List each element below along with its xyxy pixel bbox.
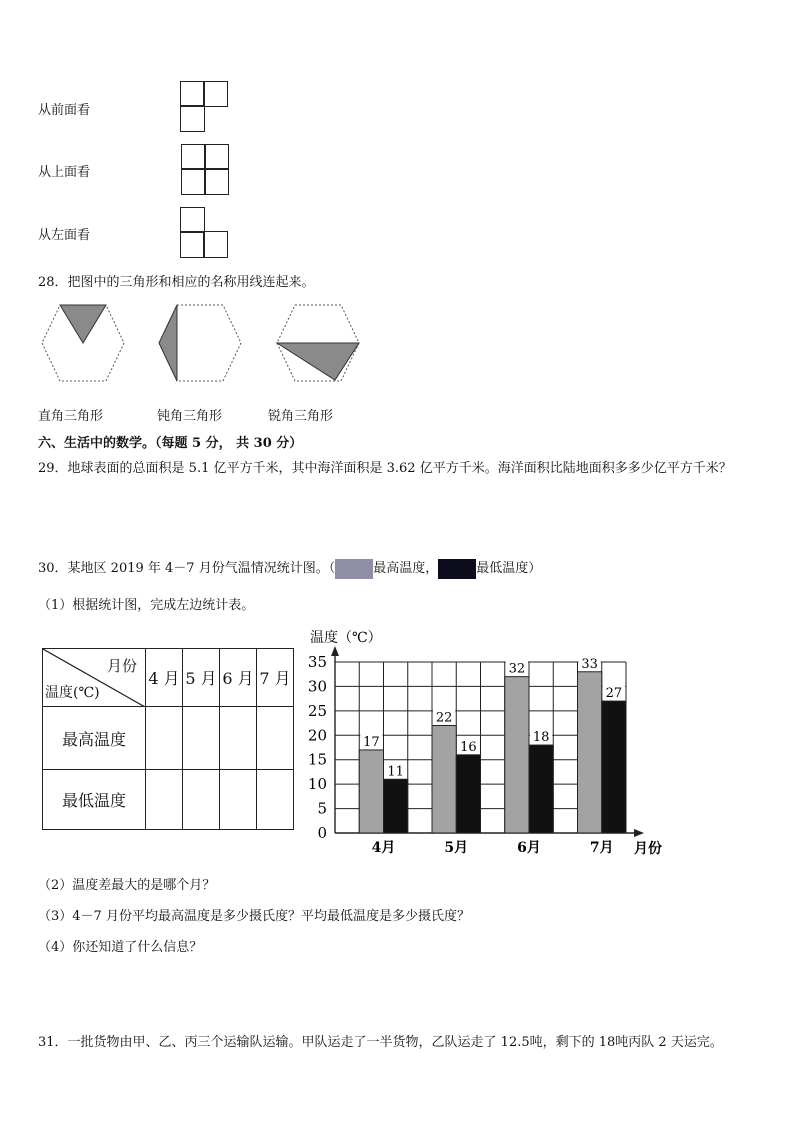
- q31-text: 31．一批货物由甲、乙、丙三个运输队运输。甲队运走了一半货物，乙队运走了 12.5吨，剩下的 18吨丙队 2 天运完。: [38, 1035, 723, 1050]
- q28-text: 28．把图中的三角形和相应的名称用线连起来。: [38, 275, 315, 290]
- x-axis-arrow: [634, 829, 644, 837]
- section-6-heading: 六、生活中的数学。（每题 5 分， 共 30 分）: [38, 436, 303, 451]
- hexagon-figure-1: [38, 302, 128, 384]
- y-tick-label: 10: [307, 775, 327, 794]
- table-month-header: 4 月: [146, 649, 183, 707]
- data-label: 27: [605, 686, 623, 702]
- view-top-label: 从上面看: [38, 165, 91, 180]
- bar-low-temp: [384, 779, 408, 833]
- x-tick-label: 7月: [589, 840, 614, 856]
- q30-sub4: （4）你还知道了什么信息？: [38, 940, 203, 955]
- y-tick-label: 15: [307, 750, 327, 769]
- x-tick-label: 5月: [444, 840, 469, 856]
- stat-table: [42, 648, 294, 830]
- bar-high-temp: [578, 672, 602, 833]
- q30-intro: 30．某地区 2019 年 4－7 月份气温情况统计图。（: [38, 561, 336, 576]
- x-axis-label: 月份: [634, 841, 662, 857]
- data-label: 18: [532, 730, 550, 746]
- table-row-high-label: 最高温度: [43, 707, 146, 770]
- bar-low-temp: [456, 755, 480, 833]
- table-month-header: 5 月: [183, 649, 220, 707]
- table-cell-blank[interactable]: [220, 707, 257, 770]
- table-cell-blank[interactable]: [183, 707, 220, 770]
- triangle-name-acute: 锐角三角形: [268, 409, 334, 424]
- data-label: 17: [363, 734, 380, 750]
- q30-sub1: （1）根据统计图，完成左边统计表。: [38, 598, 255, 613]
- temperature-bar-chart: [300, 622, 670, 857]
- bar-high-temp: [505, 677, 529, 833]
- q30-text: [38, 557, 541, 579]
- q29-text: 29．地球表面的总面积是 5.1 亿平方千米，其中海洋面积是 3.62 亿平方千米。海洋面积比陆地面积多多少亿平方千米？: [38, 461, 732, 476]
- y-tick-label: 25: [307, 701, 327, 720]
- bar-low-temp: [602, 701, 626, 833]
- bar-high-temp: [432, 726, 456, 833]
- view-left-label: 从左面看: [38, 228, 91, 243]
- table-corner-temp: 温度(℃): [45, 685, 100, 701]
- view-front-label: 从前面看: [38, 103, 91, 118]
- y-axis-label: 温度（℃）: [310, 630, 382, 646]
- y-tick-label: 0: [317, 824, 327, 842]
- table-row-low-label: 最低温度: [43, 770, 146, 830]
- y-axis-arrow: [331, 646, 339, 656]
- table-corner: [43, 649, 146, 707]
- hexagon-figure-3: [273, 302, 363, 384]
- x-tick-label: 6月: [517, 840, 541, 856]
- bar-low-temp: [529, 745, 553, 833]
- legend-high-swatch: [335, 559, 373, 579]
- q30-sub2: （2）温度差最大的是哪个月？: [38, 878, 216, 893]
- data-label: 22: [435, 710, 453, 726]
- table-cell-blank[interactable]: [257, 707, 294, 770]
- table-cell-blank[interactable]: [146, 770, 183, 830]
- hexagon-figure-2: [155, 302, 245, 384]
- y-tick-label: 35: [307, 653, 327, 671]
- y-tick-label: 30: [307, 677, 327, 696]
- legend-low-swatch: [438, 559, 476, 579]
- bar-high-temp: [359, 750, 383, 833]
- y-tick-label: 20: [307, 726, 327, 745]
- data-label: 33: [581, 656, 598, 672]
- legend-high-label: 最高温度，: [373, 561, 439, 576]
- legend-low-label: 最低温度）: [476, 561, 542, 576]
- table-cell-blank[interactable]: [220, 770, 257, 830]
- triangle-name-obtuse: 钝角三角形: [157, 409, 223, 424]
- data-label: 16: [460, 739, 477, 755]
- data-label: 32: [508, 661, 526, 677]
- table-corner-month: 月份: [106, 657, 137, 675]
- table-cell-blank[interactable]: [146, 707, 183, 770]
- table-cell-blank[interactable]: [257, 770, 294, 830]
- q30-sub3: （3）4－7 月份平均最高温度是多少摄氏度？平均最低温度是多少摄氏度？: [38, 909, 470, 924]
- triangle-name-right: 直角三角形: [38, 409, 104, 424]
- table-month-header: 6 月: [220, 649, 257, 707]
- table-month-header: 7 月: [257, 649, 294, 707]
- y-tick-label: 5: [317, 799, 327, 818]
- x-tick-label: 4月: [371, 840, 396, 856]
- data-label: 11: [387, 764, 404, 780]
- table-cell-blank[interactable]: [183, 770, 220, 830]
